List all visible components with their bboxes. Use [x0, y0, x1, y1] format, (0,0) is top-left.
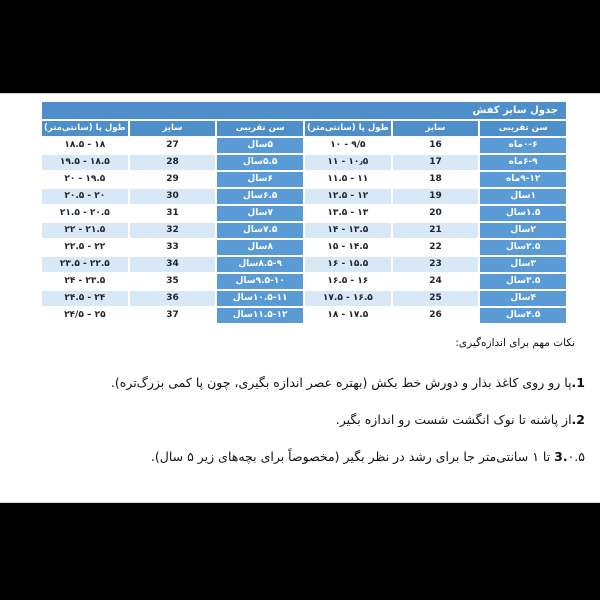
size-cell: 18	[393, 172, 479, 187]
size-cell: 19	[393, 189, 479, 204]
age-cell: ۶سال	[217, 172, 303, 187]
size-cell: 16	[393, 138, 479, 153]
age-cell: ۷سال	[217, 206, 303, 221]
length-cell: ۱۳ - ۱۳.۵	[305, 206, 391, 221]
size-cell: 29	[130, 172, 216, 187]
size-cell: 30	[130, 189, 216, 204]
length-cell: ۱۷.۵ - ۱۸	[305, 308, 391, 323]
table-title: جدول سایز کفش	[42, 102, 566, 119]
size-cell: 17	[393, 155, 479, 170]
table-grid	[42, 121, 566, 323]
shoe-size-table	[42, 102, 566, 323]
size-cell: 20	[393, 206, 479, 221]
letterbox-bottom	[0, 503, 600, 600]
column-header-size: سایز	[130, 121, 216, 136]
size-cell: 35	[130, 274, 216, 289]
age-cell: ۱.۵سال	[480, 206, 566, 221]
age-cell: ۳سال	[480, 257, 566, 272]
length-cell: ۱۳.۵ - ۱۴	[305, 223, 391, 238]
age-cell: ۸.۵-۹سال	[217, 257, 303, 272]
size-cell: 23	[393, 257, 479, 272]
size-cell: 26	[393, 308, 479, 323]
length-cell: ۲۰ - ۲۰.۵	[42, 189, 128, 204]
column-header-foot-length: طول پا (سانتی‌متر)	[305, 121, 391, 136]
age-cell: ۳.۵سال	[480, 274, 566, 289]
letterbox-top	[0, 0, 600, 93]
length-cell: ۱۲ - ۱۲.۵	[305, 189, 391, 204]
size-cell: 22	[393, 240, 479, 255]
length-cell: ۲۰.۵ - ۲۱.۵	[42, 206, 128, 221]
note-text: پا رو روی کاغذ بذار و دورش خط بکش (بهتره عصر اندازه بگیری، چون پا کمی بزرگ‌تره).	[110, 375, 572, 390]
length-cell: ۱۹.۵ - ۲۰	[42, 172, 128, 187]
length-cell: ۱۶.۵ - ۱۷.۵	[305, 291, 391, 306]
size-cell: 24	[393, 274, 479, 289]
size-cell: 21	[393, 223, 479, 238]
note-number: 1.	[571, 375, 585, 390]
length-cell: ۱۰٫۵ - ۱۱	[305, 155, 391, 170]
age-cell: ۴سال	[480, 291, 566, 306]
length-cell: ۱۴.۵ - ۱۵	[305, 240, 391, 255]
length-cell: ۲۵ – ۲۴/۵	[42, 308, 128, 323]
column-header-foot-length: طول پا (سانتی‌متر)	[42, 121, 128, 136]
size-cell: 32	[130, 223, 216, 238]
size-cell: 34	[130, 257, 216, 272]
age-cell: ۶.۵سال	[217, 189, 303, 204]
length-cell: ۲۱.۵ - ۲۲	[42, 223, 128, 238]
age-cell: ۲سال	[480, 223, 566, 238]
age-cell: ۷.۵سال	[217, 223, 303, 238]
length-cell: ۱۱ - ۱۱.۵	[305, 172, 391, 187]
note-number: 2.	[571, 412, 585, 427]
document-page	[0, 93, 600, 503]
size-cell: 37	[130, 308, 216, 323]
note-item	[0, 410, 600, 430]
length-cell: ۲۳.۵ - ۲۴	[42, 274, 128, 289]
size-cell: 25	[393, 291, 479, 306]
age-cell: ۲.۵سال	[480, 240, 566, 255]
length-cell: ۲۲ - ۲۲.۵	[42, 240, 128, 255]
column-header-size: سایز	[393, 121, 479, 136]
age-cell: ۶-۹ماه	[480, 155, 566, 170]
length-cell: ۱۸.۵ - ۱۹.۵	[42, 155, 128, 170]
size-cell: 28	[130, 155, 216, 170]
age-cell: ۰-۶ماه	[480, 138, 566, 153]
note-text: ۰.۵ تا ۱ سانتی‌متر جا برای رشد در نظر بگیر (مخصوصاً برای بچه‌های زیر ۵ سال).	[150, 449, 585, 464]
age-cell: ۹.۵-۱۰سال	[217, 274, 303, 289]
length-cell: ۱۵.۵ - ۱۶	[305, 257, 391, 272]
note-item	[0, 447, 600, 467]
note-item	[0, 373, 600, 393]
age-cell: ۵سال	[217, 138, 303, 153]
size-cell: 33	[130, 240, 216, 255]
age-cell: ۵.۵سال	[217, 155, 303, 170]
age-cell: ۸سال	[217, 240, 303, 255]
length-cell: ۱۶ - ۱۶.۵	[305, 274, 391, 289]
notes-heading: نکات مهم برای اندازه‌گیری:	[455, 337, 575, 349]
column-header-age: سن تقریبی	[480, 121, 566, 136]
age-cell: ۴.۵سال	[480, 308, 566, 323]
length-cell: ۲۴ - ۲۴.۵	[42, 291, 128, 306]
age-cell: ۱۰.۵-۱۱سال	[217, 291, 303, 306]
length-cell: ۱۸ - ۱۸.۵	[42, 138, 128, 153]
age-cell: ۱۱.۵-۱۲سال	[217, 308, 303, 323]
note-text: از پاشنه تا نوک انگشت شست رو اندازه بگیر.	[335, 412, 572, 427]
size-cell: 27	[130, 138, 216, 153]
size-cell: 31	[130, 206, 216, 221]
age-cell: ۱سال	[480, 189, 566, 204]
length-cell: ۲۲.۵ - ۲۳.۵	[42, 257, 128, 272]
size-cell: 36	[130, 291, 216, 306]
note-number: 3.	[554, 449, 568, 464]
column-header-age: سن تقریبی	[217, 121, 303, 136]
length-cell: ۹/۵ - ۱۰	[305, 138, 391, 153]
age-cell: ۹-۱۲ماه	[480, 172, 566, 187]
